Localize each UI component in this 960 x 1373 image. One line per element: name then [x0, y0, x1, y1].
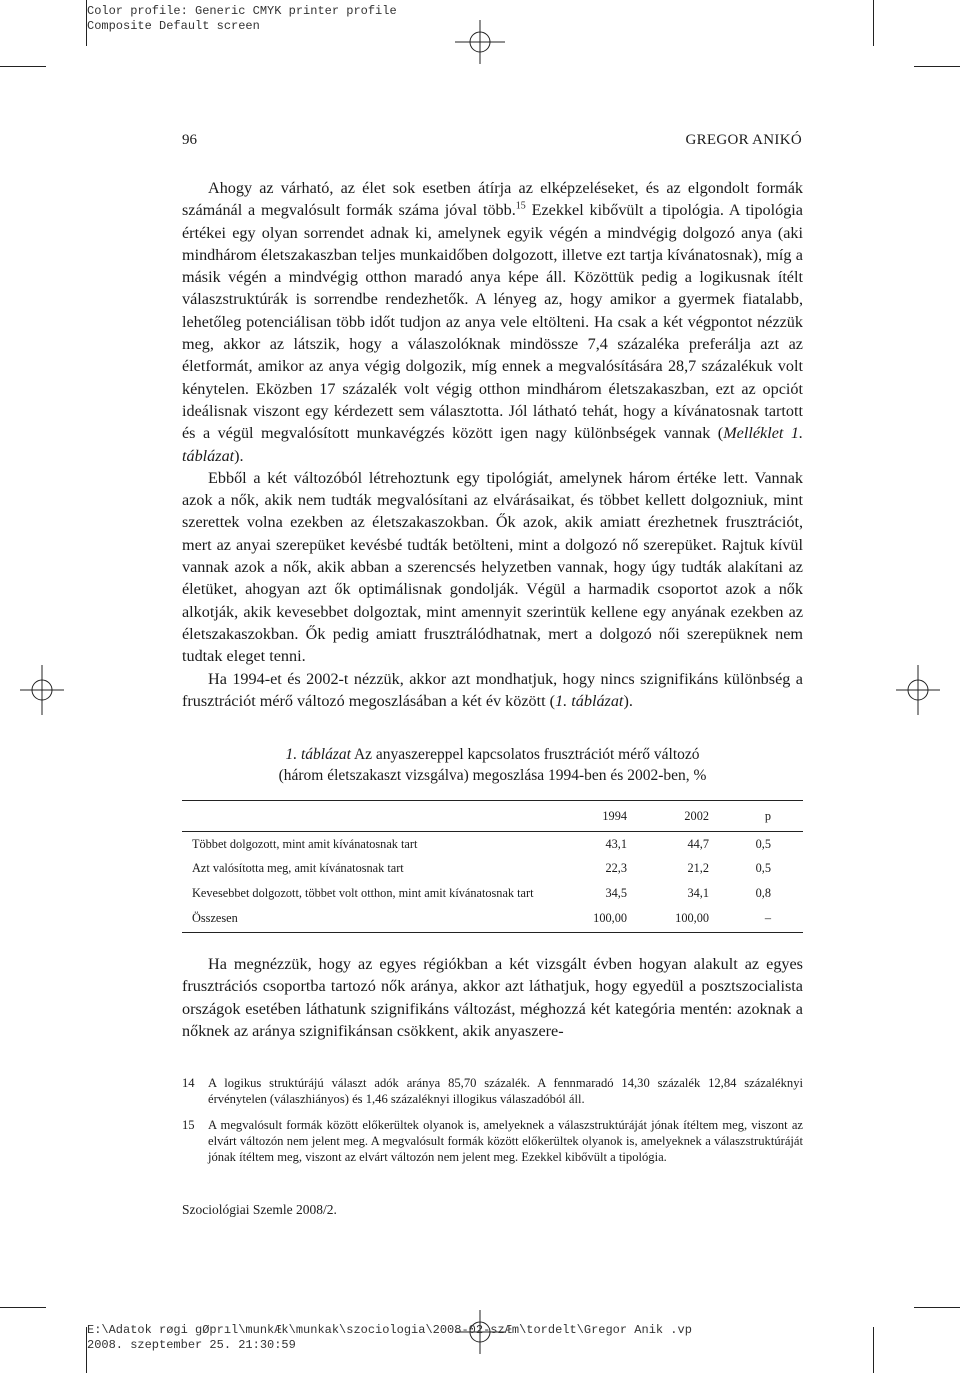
file-path-line: E:\Adatok røgi gØprıl\munkÆk\munkak\szociologia\2008-02-szÆm\tordelt\Gregor Anik .vp — [87, 1323, 692, 1337]
page-number: 96 — [182, 132, 197, 148]
crop-mark-bottom-right — [914, 1307, 960, 1308]
table-header-row — [182, 801, 803, 831]
table-bottom-rule — [182, 932, 803, 933]
table-header-cell: p — [764, 808, 771, 823]
footnote-number: 14 — [182, 1076, 195, 1090]
data-table — [182, 800, 803, 933]
table-header-cell: 2002 — [684, 808, 709, 823]
running-head-author: GREGOR ANIKÓ — [685, 132, 802, 148]
footnote-text: A megvalósult formák között előkerültek olyanok is, amelyeknek a válaszstruktúráját jónak ítéltem meg, viszont az elvárt változón nem jelent meg. A megvalósult formák között előkerültek olyanok is, amelyeknek a válaszstruktúráját jónak ítéltem meg, viszont az elvárt változón nem jelent meg. Ezekkel kibővült a tipológia. — [208, 1118, 803, 1165]
crop-mark-bottom-right-v — [873, 1327, 874, 1373]
footnote-number: 15 — [182, 1118, 195, 1132]
table-caption — [182, 744, 803, 786]
composite-line: Composite Default screen — [87, 19, 260, 33]
registration-mark-top-icon — [455, 20, 505, 64]
table-caption-label: 1. táblázat — [285, 746, 351, 763]
footnote-14 — [182, 1075, 803, 1107]
registration-mark-right-icon — [896, 665, 940, 715]
table-caption-line2: (három életszakaszt vizsgálva) megoszlása 1994-ben és 2002-ben, % — [278, 767, 707, 784]
footnote-15 — [182, 1117, 803, 1166]
color-profile-line: Color profile: Generic CMYK printer profile — [87, 4, 397, 18]
print-profile-header — [87, 4, 397, 34]
table-header-cell: 1994 — [602, 808, 627, 823]
crop-mark-top-right-v — [873, 0, 874, 46]
footnote-text: A logikus struktúrájú választ adók aránya 85,70 százalék. A fennmaradó 14,30 százalék 12,84 százaléknyi érvénytelen (válaszhiányos) és 1,46 százaléknyi illogikus válaszadóból áll. — [208, 1076, 803, 1107]
crop-mark-top-left-v — [86, 0, 87, 46]
paragraph: Ahogy az várható, az élet sok esetben átírja az elképzeléseket, és az elgondolt formák számánál a megvalósult formák száma jóval több.$^{15}$ Ezekkel kibővült a tipológia. A tipológia értékei egy olyan sorrendet adnak ki, amelynek egyik végén a mindvégig dolgozó anya (aki mindhárom életszakaszban teljes munkaidőben dolgozott, illetve ezt tartja kívánatosnak), míg a másik végén a mindvégig otthon maradó anya képe áll. Közöttük pedig a logikusnak ítélt válaszstruktúrák is sorrendbe rendezhetők. A lényeg az, hogy amikor a gyermek fiatalabb, lehetőleg potenciálisan több időt tudjon az anya vele eltölteni. Ha csak a két végpontot nézzük meg, akkor az látszik, hogy a válaszolóknak mindössze 7,4 százaléka preferálja azt az életformát, amikor az anya végig dolgozik, míg ennek a megvalósítására 28,7 százalékuk volt kénytelen. Eközben 17 százalék volt végig otthon mindhárom életszakaszban, ezt az opciót ideálisnak viszont egy kérdezett sem választotta. Jól látható tehát, hogy a kívánatosnak tartott és a végül megvalósított munkavégzés között igen nagy különbségek vannak (Melléklet 1. táblázat). — [182, 179, 803, 465]
body-text-lower — [182, 953, 803, 1042]
print-file-footer — [87, 1323, 692, 1353]
table-row: Kevesebbet dolgozott, többet volt otthon, mint amit kívánatosnak tart 34,5 34,1 0,8 — [192, 885, 771, 900]
body-text-upper — [182, 177, 803, 712]
table-caption-text: Az anyaszereppel kapcsolatos frusztrációt mérő változó — [350, 746, 700, 763]
paragraph: Ha megnézzük, hogy az egyes régiókban a két vizsgált évben hogyan alakult az egyes frusztrációs csoportba tartozó nők aránya, akkor azt láthatjuk, hogy egyedül a posztszocialista országok esetében láthatunk szignifikáns változást, méghozzá két kategória mentén: azoknak a nőknek az aránya szignifikánsan csökkent, akik anyaszere- — [182, 955, 803, 1040]
crop-mark-bottom-left — [0, 1307, 46, 1308]
table-ref: 1. táblázat — [555, 691, 624, 710]
registration-mark-left-icon — [20, 665, 64, 715]
table-row: Többet dolgozott, mint amit kívánatosnak tart 43,1 44,7 0,5 — [192, 836, 771, 851]
table-row: Azt valósította meg, amit kívánatosnak tart 22,3 21,2 0,5 — [192, 861, 771, 876]
crop-mark-top-right — [914, 66, 960, 67]
print-timestamp: 2008. szeptember 25. 21:30:59 — [87, 1338, 296, 1352]
table-total-row: Összesen 100,00 100,00 – — [192, 911, 771, 925]
crop-mark-top-left — [0, 66, 46, 67]
appendix-ref: Melléklet 1. táblázat — [182, 424, 803, 465]
table-header-cell — [182, 801, 547, 831]
footnote-ref: 15 — [515, 200, 526, 212]
paragraph: Ebből a két változóból létrehoztunk egy tipológiát, amelynek három értéke lett. Vannak azok a nők, akik nem tudták megvalósítani az elvárásaikat, és többet kellett dolgozniuk, mint szerettek volna ezekben az életszakaszokban. Ők azok, akik amiatt érezhetnek frusztrációt, mert az anyai szerepüket kevésbé tudták betölteni, mint a dolgozó nő szerepüket. Rajtuk kívül vannak azok a nők, akik abban a szerencsés helyzetben vannak, hogy úgy tudták alakítani az életüket, ahogyan azt ők optimálisnak gondolják. Végül a harmadik csoportot azok a nők alkotják, akik kevesebbet dolgoztak, mint amennyit szerintük kellene egy anyának ezekben az életszakaszokban. Ők pedig amiatt frusztrálódhatnak, mert a dolgozó női szerepüknek nem tudtak eleget tenni. — [182, 468, 803, 666]
journal-footer: Szociológiai Szemle 2008/2. — [182, 1202, 337, 1217]
paragraph: Ha 1994-et és 2002-t nézzük, akkor azt mondhatjuk, hogy nincs szignifikáns különbség a frusztrációt mérő változó megoszlásában a két év között (1. táblázat). — [182, 669, 803, 710]
